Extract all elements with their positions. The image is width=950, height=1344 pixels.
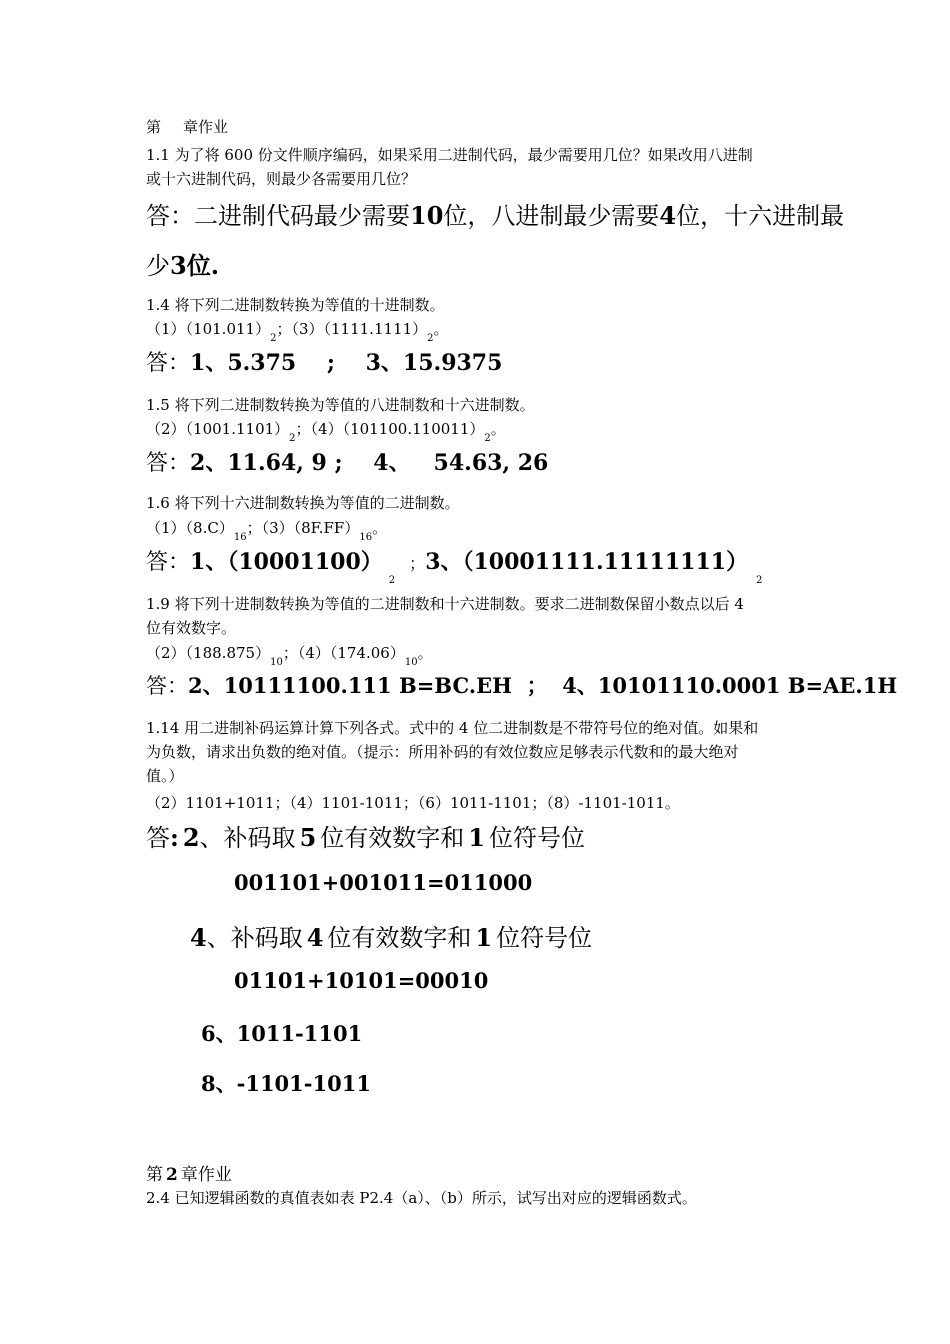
chapter-1-heading: 第 章作业	[146, 118, 229, 136]
answer-1-14-expr-4: 01101+10101=00010	[234, 968, 489, 993]
question-1-14-line-1: 1.14 用二进制补码运算计算下列各式。式中的 4 位二进制数是不带符号位的绝对值。如果和	[146, 719, 759, 737]
answer-1-14-expr-8: 8、-1101-1011	[201, 1071, 371, 1096]
question-1-9-line-1: 1.9 将下列十进制数转换为等值的二进制数和十六进制数。要求二进制数保留小数点以后 4	[146, 595, 744, 613]
chapter-2-heading: 第 2 章作业	[146, 1165, 232, 1185]
answer-1-14-expr-6: 6、1011-1101	[201, 1021, 363, 1046]
question-1-14-line-3: 值。）	[146, 767, 184, 785]
question-1-14-line-4: （2）1101+1011；（4）1101-1011；（6）1011-1101；（8）-1101-1011。	[146, 794, 680, 812]
question-1-4-title: 1.4 将下列二进制数转换为等值的十进制数。	[146, 296, 445, 314]
question-1-6-items: $(1)(8.C)_{16}$；$(3)(8F.FF)_{16}$。	[146, 519, 388, 543]
question-1-1-line-1: 1.1 为了将 600 份文件顺序编码，如果采用二进制代码，最少需要用几位？如果改用八进制	[146, 146, 753, 164]
answer-1-1-line-2: 少3位.	[146, 251, 220, 280]
question-1-5-items: $(2)(1001.1101)_2$；$(4)(101100.110011)_2$。	[146, 420, 506, 444]
answer-1-14-line-3: 4、补码取 4 位有效数字和 1 位符号位	[190, 923, 593, 952]
answer-1-14-expr-2: 001101+001011=011000	[234, 870, 533, 895]
answer-1-6: 答：1、$(10001100)_2$；3、$(10001111.11111111)_2$	[146, 549, 763, 586]
question-1-5-title: 1.5 将下列二进制数转换为等值的八进制数和十六进制数。	[146, 396, 535, 414]
question-1-6-title: 1.6 将下列十六进制数转换为等值的二进制数。	[146, 494, 460, 512]
question-1-4-items: $(1)(101.011)_2$；$(3)(1111.1111)_2$。	[146, 320, 449, 344]
answer-1-1-line-1: 答：二进制代码最少需要10位，八进制最少需要4位，十六进制最	[146, 201, 845, 230]
question-1-9-items: $(2)(188.875)_{10}$；$(4)(174.06)_{10}$。	[146, 644, 433, 668]
answer-1-5: 答：2、11.64, 9 ; 4、 54.63, 26	[146, 450, 549, 476]
question-1-14-line-2: 为负数，请求出负数的绝对值。（提示：所用补码的有效位数应足够表示代数和的最大绝对	[146, 743, 739, 761]
answer-1-14-line-1: 答: 2、补码取 5 位有效数字和 1 位符号位	[146, 823, 585, 852]
question-1-1-line-2: 或十六进制代码，则最少各需要用几位？	[146, 170, 417, 188]
answer-1-9: 答：2、10111100.111 B=BC.EH ； 4、10101110.0001 B=AE.1H	[146, 673, 898, 698]
answer-1-4: 答：1、5.375 ; 3、15.9375	[146, 350, 503, 376]
question-2-4: 2.4 已知逻辑函数的真值表如表 P2.4（a）、（b）所示，试写出对应的逻辑函数式。	[146, 1189, 697, 1207]
question-1-9-line-2: 位有效数字。	[146, 619, 237, 637]
